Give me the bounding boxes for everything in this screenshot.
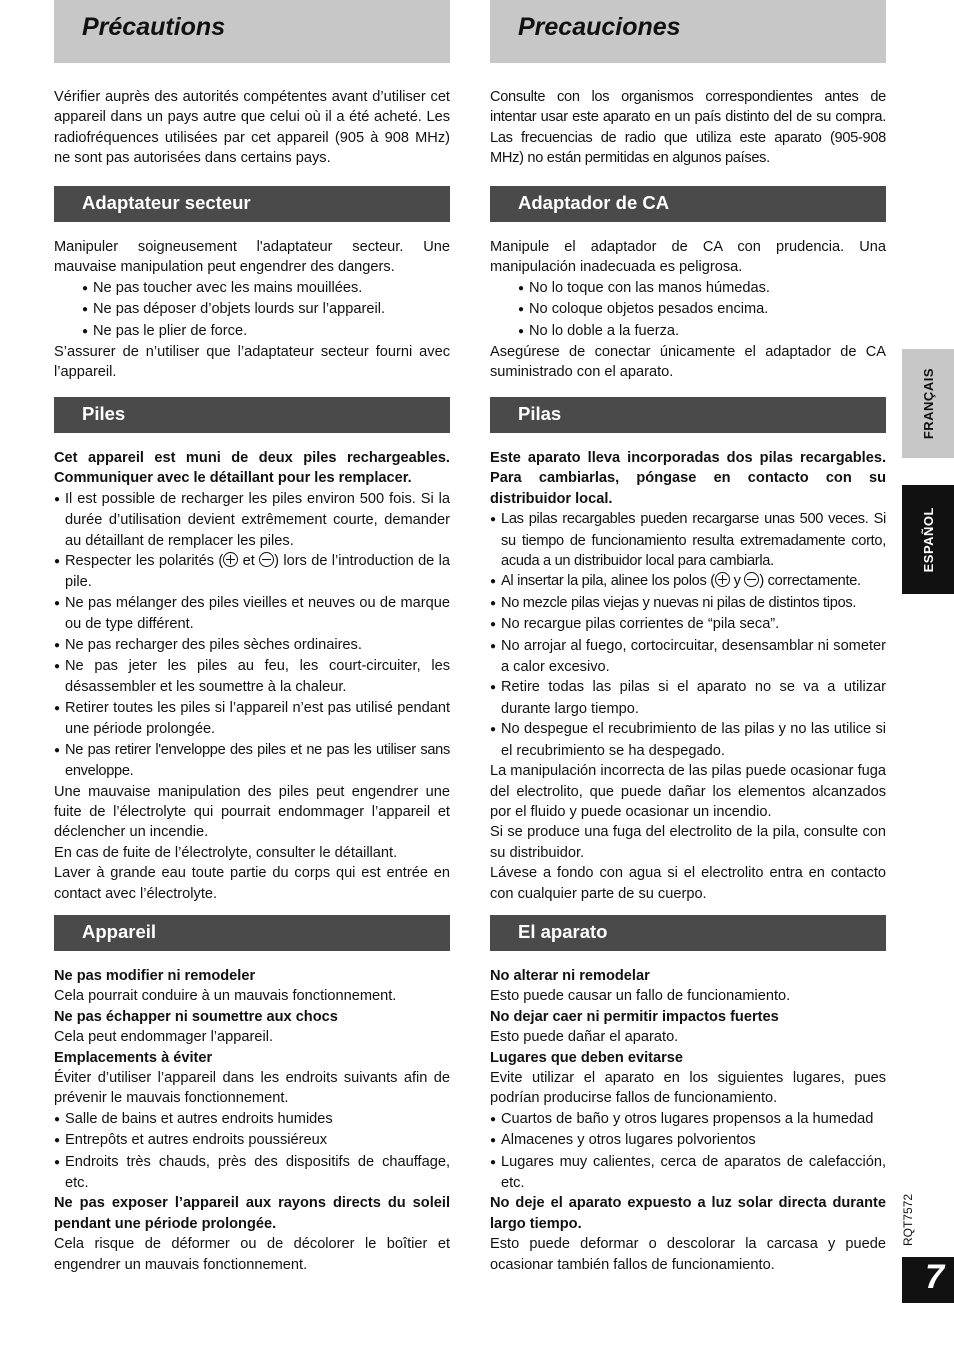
section-header-batteries (54, 397, 450, 433)
paragraph: Evite utilizar el aparato en los siguientes lugares, pues podrían producirse fallos de funcionamiento. (490, 1070, 886, 1107)
list-item: ● Il est possible de recharger les piles environ 500 fois. Si la durée d’utilisation devient extrêmement courte, demander au détaillant de remplacer les piles. (54, 489, 450, 551)
section-header-adapter (54, 186, 450, 222)
list-item: ● Cuartos de baño y otros lugares propensos a la humedad (490, 1109, 886, 1130)
list-item: ● No mezcle pilas viejas y nuevas ni pilas de distintos tipos. (490, 593, 886, 614)
subheading: No dejar caer ni permitir impactos fuertes (490, 1008, 779, 1025)
paragraph: Une mauvaise manipulation des piles peut engendrer une fuite de l’électrolyte qui pourrait endommager l’appareil et déclencher un incendie. (54, 783, 450, 841)
subheading: Ne pas échapper ni soumettre aux chocs (54, 1008, 338, 1025)
unit-section (54, 966, 450, 1275)
paragraph: Esto puede deformar o descolorar la carcasa y puede ocasionar también fallos de funcionamiento. (490, 1236, 886, 1273)
document-code-text: RQT7572 (901, 1193, 915, 1247)
page-number: 7 (925, 1258, 944, 1296)
section-title: El aparato (518, 921, 608, 942)
list-item: ● Las pilas recargables pueden recargarse unas 500 veces. Si su tiempo de funcionamiento resulta extremadamente corto, acuda a un distribuidor local para cambiarla. (490, 509, 886, 571)
tab-label: FRANÇAIS (920, 367, 936, 440)
intro-paragraph: Vérifier auprès des autorités compétentes avant d’utiliser cet appareil dans un pays autre que celui où il a été acheté. Les radiofréquences utilisées par cet appareil (905 à 908 MHz) ne sont pas autorisées dans certains pays. (54, 89, 450, 167)
section-header-unit (490, 915, 886, 951)
list-item: ● Ne pas le plier de force. (54, 321, 450, 342)
section-header-adapter (490, 186, 886, 222)
batteries-section (54, 448, 450, 904)
paragraph: Cela pourrait conduire à un mauvais fonctionnement. (54, 988, 397, 1005)
language-tab-french (902, 349, 954, 458)
batteries-warning: Este aparato lleva incorporadas dos pilas recargables. Para cambiarlas, póngase en contacto con su distribuidor local. (490, 450, 886, 507)
plus-polarity-icon (715, 572, 730, 587)
list-item: ● No lo doble a la fuerza. (490, 321, 886, 342)
batteries-section (490, 448, 886, 904)
adapter-lead: Manipule el adaptador de CA con prudencia. Una manipulación inadecuada es peligrosa. (490, 239, 886, 276)
paragraph: Laver à grande eau toute partie du corps qui est entrée en contact avec l’électrolyte. (54, 865, 450, 902)
page-title: Precauciones (518, 13, 681, 41)
list-item: ● Ne pas toucher avec les mains mouillées. (54, 278, 450, 299)
subheading: Emplacements à éviter (54, 1049, 213, 1066)
list-item: ● Ne pas recharger des piles sèches ordinaires. (54, 635, 450, 656)
text-fragment: et (238, 553, 260, 570)
plus-polarity-icon (223, 552, 238, 567)
list-item: ● No coloque objetos pesados encima. (490, 299, 886, 320)
text-fragment: Al insertar la pila, alinee los polos ( (501, 573, 715, 590)
paragraph: Cela peut endommager l’appareil. (54, 1029, 274, 1046)
paragraph: En cas de fuite de l’électrolyte, consulter le détaillant. (54, 844, 398, 861)
language-tab-spanish (902, 485, 954, 594)
adapter-section (490, 237, 886, 383)
section-title: Piles (82, 403, 126, 424)
subheading: No alterar ni remodelar (490, 968, 650, 984)
paragraph: Esto puede causar un fallo de funcionamiento. (490, 988, 791, 1005)
section-header-batteries (490, 397, 886, 433)
french-column (54, 0, 451, 1273)
text-fragment: ) correctamente. (759, 573, 861, 590)
title-banner (54, 0, 450, 63)
section-title: Adaptateur secteur (82, 192, 251, 213)
text-fragment: Respecter les polarités ( (65, 553, 224, 570)
subheading: Ne pas exposer l’appareil aux rayons directs du soleil pendant une période prolongée. (54, 1195, 450, 1232)
minus-polarity-icon (744, 572, 759, 587)
adapter-tail: Asegúrese de conectar únicamente el adaptador de CA suministrado con el aparato. (490, 344, 886, 381)
paragraph: Lávese a fondo con agua si el electrolito entra en contacto con cualquier parte de su cuerpo. (490, 865, 886, 902)
adapter-section (54, 237, 450, 383)
tab-label: ESPAÑOL (920, 506, 936, 573)
paragraph: Esto puede dañar el aparato. (490, 1029, 679, 1046)
list-item: ● Ne pas déposer d’objets lourds sur l’appareil. (54, 299, 450, 320)
list-item: ● Retirer toutes les piles si l’appareil n’est pas utilisé pendant une période prolongée. (54, 698, 450, 740)
unit-section (490, 966, 886, 1275)
intro-paragraph: Consulte con los organismos correspondientes antes de intentar usar este aparato en un país distinto del de su compra. Las frecuencias de radio que utiliza este aparato (905-908 MHz) no están permitidas en algunos países. (490, 89, 886, 167)
list-item: ● No lo toque con las manos húmedas. (490, 278, 886, 299)
section-title: Adaptador de CA (518, 192, 670, 213)
list-item: ● Retire todas las pilas si el aparato no se va a utilizar durante largo tiempo. (490, 677, 886, 719)
list-item: ● Entrepôts et autres endroits poussiéreux (54, 1130, 450, 1151)
list-item: ● Ne pas mélanger des piles vieilles et neuves ou de marque ou de type différent. (54, 593, 450, 635)
list-item: ● Endroits très chauds, près des dispositifs de chauffage, etc. (54, 1152, 450, 1194)
subheading: Ne pas modifier ni remodeler (54, 968, 256, 984)
adapter-lead: Manipuler soigneusement l'adaptateur secteur. Une mauvaise manipulation peut engendrer des dangers. (54, 239, 450, 276)
list-item: ● Salle de bains et autres endroits humides (54, 1109, 450, 1130)
list-item: ● Lugares muy calientes, cerca de aparatos de calefacción, etc. (490, 1152, 886, 1194)
list-item: ● Almacenes y otros lugares polvorientos (490, 1130, 886, 1151)
list-item: ● Ne pas jeter les piles au feu, les court-circuiter, les désassembler et les soumettre à la chaleur. (54, 656, 450, 698)
subheading: No deje el aparato expuesto a luz solar directa durante largo tiempo. (490, 1195, 886, 1232)
section-header-unit (54, 915, 450, 951)
subheading: Lugares que deben evitarse (490, 1049, 684, 1066)
section-title: Appareil (82, 921, 157, 942)
section-title: Pilas (518, 403, 562, 424)
page-number-badge (902, 1257, 954, 1303)
text-fragment: ) lors de l’introduction de la pile. (65, 553, 451, 591)
page-title: Précautions (82, 13, 226, 41)
text-fragment: y (729, 573, 745, 590)
paragraph: Cela risque de déformer ou de décolorer le boîtier et engendrer un mauvais fonctionnement. (54, 1236, 450, 1273)
paragraph: Si se produce una fuga del electrolito de la pila, consulte con su distribuidor. (490, 824, 886, 861)
list-item: ● No recargue pilas corrientes de “pila seca”. (490, 614, 886, 635)
title-banner (490, 0, 886, 63)
list-item: ● No despegue el recubrimiento de las pilas y no las utilice si el recubrimiento se ha despegado. (490, 719, 886, 761)
list-item (54, 551, 450, 593)
paragraph: Éviter d’utiliser l’appareil dans les endroits suivants afin de prévenir le mauvais fonctionnement. (54, 1070, 450, 1107)
document-code (898, 1180, 918, 1260)
spanish-column (490, 0, 886, 1273)
list-item: ● Ne pas retirer l'enveloppe des piles et ne pas les utiliser sans enveloppe. (54, 740, 450, 782)
batteries-warning: Cet appareil est muni de deux piles rechargeables. Communiquer avec le détaillant pour les remplacer. (54, 450, 450, 487)
paragraph: La manipulación incorrecta de las pilas puede ocasionar fuga del electrolito, que puede dañar los elementos alcanzados por el fluido y puede ocasionar un incendio. (490, 763, 886, 820)
list-item (490, 571, 886, 592)
minus-polarity-icon (259, 552, 274, 567)
list-item: ● No arrojar al fuego, cortocircuitar, desensamblar ni someter a calor excesivo. (490, 636, 886, 678)
adapter-tail: S’assurer de n’utiliser que l’adaptateur secteur fourni avec l’appareil. (54, 344, 450, 381)
